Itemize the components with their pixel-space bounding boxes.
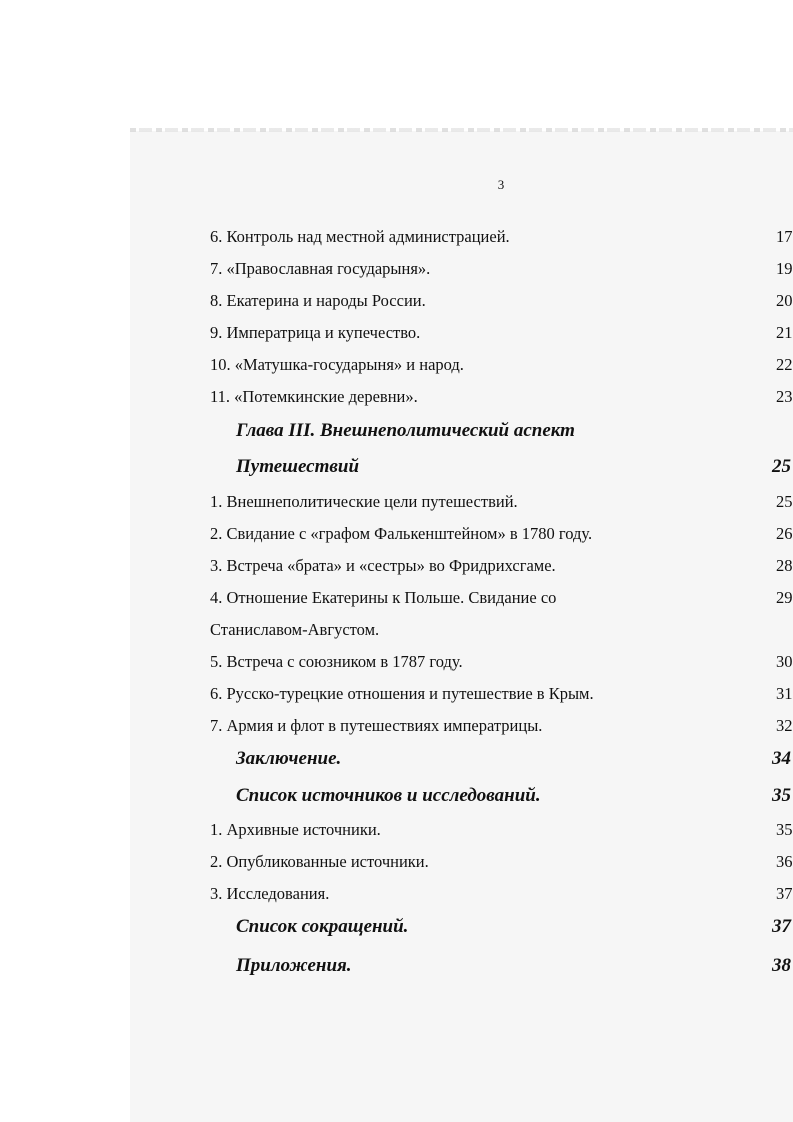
toc-entry-title: Путешествий — [236, 456, 360, 477]
toc-entry-page: 36 — [776, 852, 793, 871]
toc-entry-title: 9. Императрица и купечество. — [210, 323, 421, 342]
toc-chapter-heading — [0, 784, 793, 810]
toc-entry-page: 29 — [776, 588, 793, 607]
toc-entry-title: 1. Архивные источники. — [210, 820, 381, 839]
toc-entry-title: 7. Армия и флот в путешествиях императрицы. — [210, 716, 543, 735]
toc-entry-title: 3. Исследования. — [210, 884, 330, 903]
toc-entry-title: 5. Встреча с союзником в 1787 году. — [210, 652, 463, 671]
toc-entry-page: 35 — [776, 820, 793, 839]
toc-entry-title: 7. «Православная государыня». — [210, 259, 431, 278]
toc-entry-page: 28 — [776, 556, 793, 575]
toc-entry-page: 37 — [772, 916, 791, 937]
toc-entry-title: 2. Свидание с «графом Фалькенштейном» в 1780 году. — [210, 524, 593, 543]
toc-chapter-heading — [0, 455, 793, 481]
toc-entry — [0, 226, 793, 252]
toc-chapter-heading — [0, 747, 793, 773]
toc-entry-page: 34 — [772, 748, 791, 769]
toc-chapter-heading — [0, 915, 793, 941]
toc-entry-title: Приложения. — [236, 955, 352, 976]
toc-entry-title: 4. Отношение Екатерины к Польше. Свидание со — [210, 588, 557, 607]
toc-entry-page: 25 — [776, 492, 793, 511]
toc-entry-title: 6. Русско-турецкие отношения и путешествие в Крым. — [210, 684, 594, 703]
toc-entry-page: 17 — [776, 227, 793, 246]
toc-entry — [0, 851, 793, 877]
toc-entry — [0, 819, 793, 845]
toc-entry-title: 6. Контроль над местной администрацией. — [210, 227, 510, 246]
toc-entry — [0, 883, 793, 909]
toc-entry — [0, 258, 793, 284]
toc-entry-title: Список источников и исследований. — [236, 785, 541, 806]
toc-chapter-heading — [0, 954, 793, 980]
toc-entry — [0, 555, 793, 581]
toc-entry-page: 22 — [776, 355, 793, 374]
toc-entry — [0, 386, 793, 412]
toc-entry — [0, 322, 793, 348]
toc-entry-title: 8. Екатерина и народы России. — [210, 291, 426, 310]
toc-chapter-heading — [0, 419, 793, 445]
toc-entry-page: 20 — [776, 291, 793, 310]
toc-entry — [0, 587, 793, 613]
toc-entry-page: 32 — [776, 716, 793, 735]
toc-entry-page: 35 — [772, 785, 791, 806]
toc-entry — [0, 715, 793, 741]
toc-entry-title: Список сокращений. — [236, 916, 409, 937]
toc-entry-page: 25 — [772, 456, 791, 477]
toc-entry — [0, 491, 793, 517]
toc-entry-title: 11. «Потемкинские деревни». — [210, 387, 418, 406]
toc-entry-title: 10. «Матушка-государыня» и народ. — [210, 355, 464, 374]
toc-entry-page: 30 — [776, 652, 793, 671]
toc-entry-title: 2. Опубликованные источники. — [210, 852, 429, 871]
toc-entry — [0, 354, 793, 380]
toc-entry-title: 1. Внешнеполитические цели путешествий. — [210, 492, 518, 511]
toc-entry-page: 38 — [772, 955, 791, 976]
toc-entry-page: 31 — [776, 684, 793, 703]
toc-entry — [0, 290, 793, 316]
toc-entry-title: Глава III. Внешнеполитический аспект — [236, 420, 575, 441]
toc-entry-continuation — [0, 619, 793, 645]
toc-entry-page: 23 — [776, 387, 793, 406]
toc-entry — [0, 523, 793, 549]
page-number: 3 — [497, 177, 505, 192]
toc-entry-page: 26 — [776, 524, 793, 543]
toc-entry-title: Заключение. — [236, 748, 342, 769]
toc-entry — [0, 651, 793, 677]
toc-entry — [0, 683, 793, 709]
toc-entry-page: 19 — [776, 259, 793, 278]
toc-entry-title: 3. Встреча «брата» и «сестры» во Фридрихсгаме. — [210, 556, 556, 575]
toc-entry-page: 37 — [776, 884, 793, 903]
toc-entry-page: 21 — [776, 323, 793, 342]
toc-entry-title: Станиславом-Августом. — [210, 620, 380, 639]
